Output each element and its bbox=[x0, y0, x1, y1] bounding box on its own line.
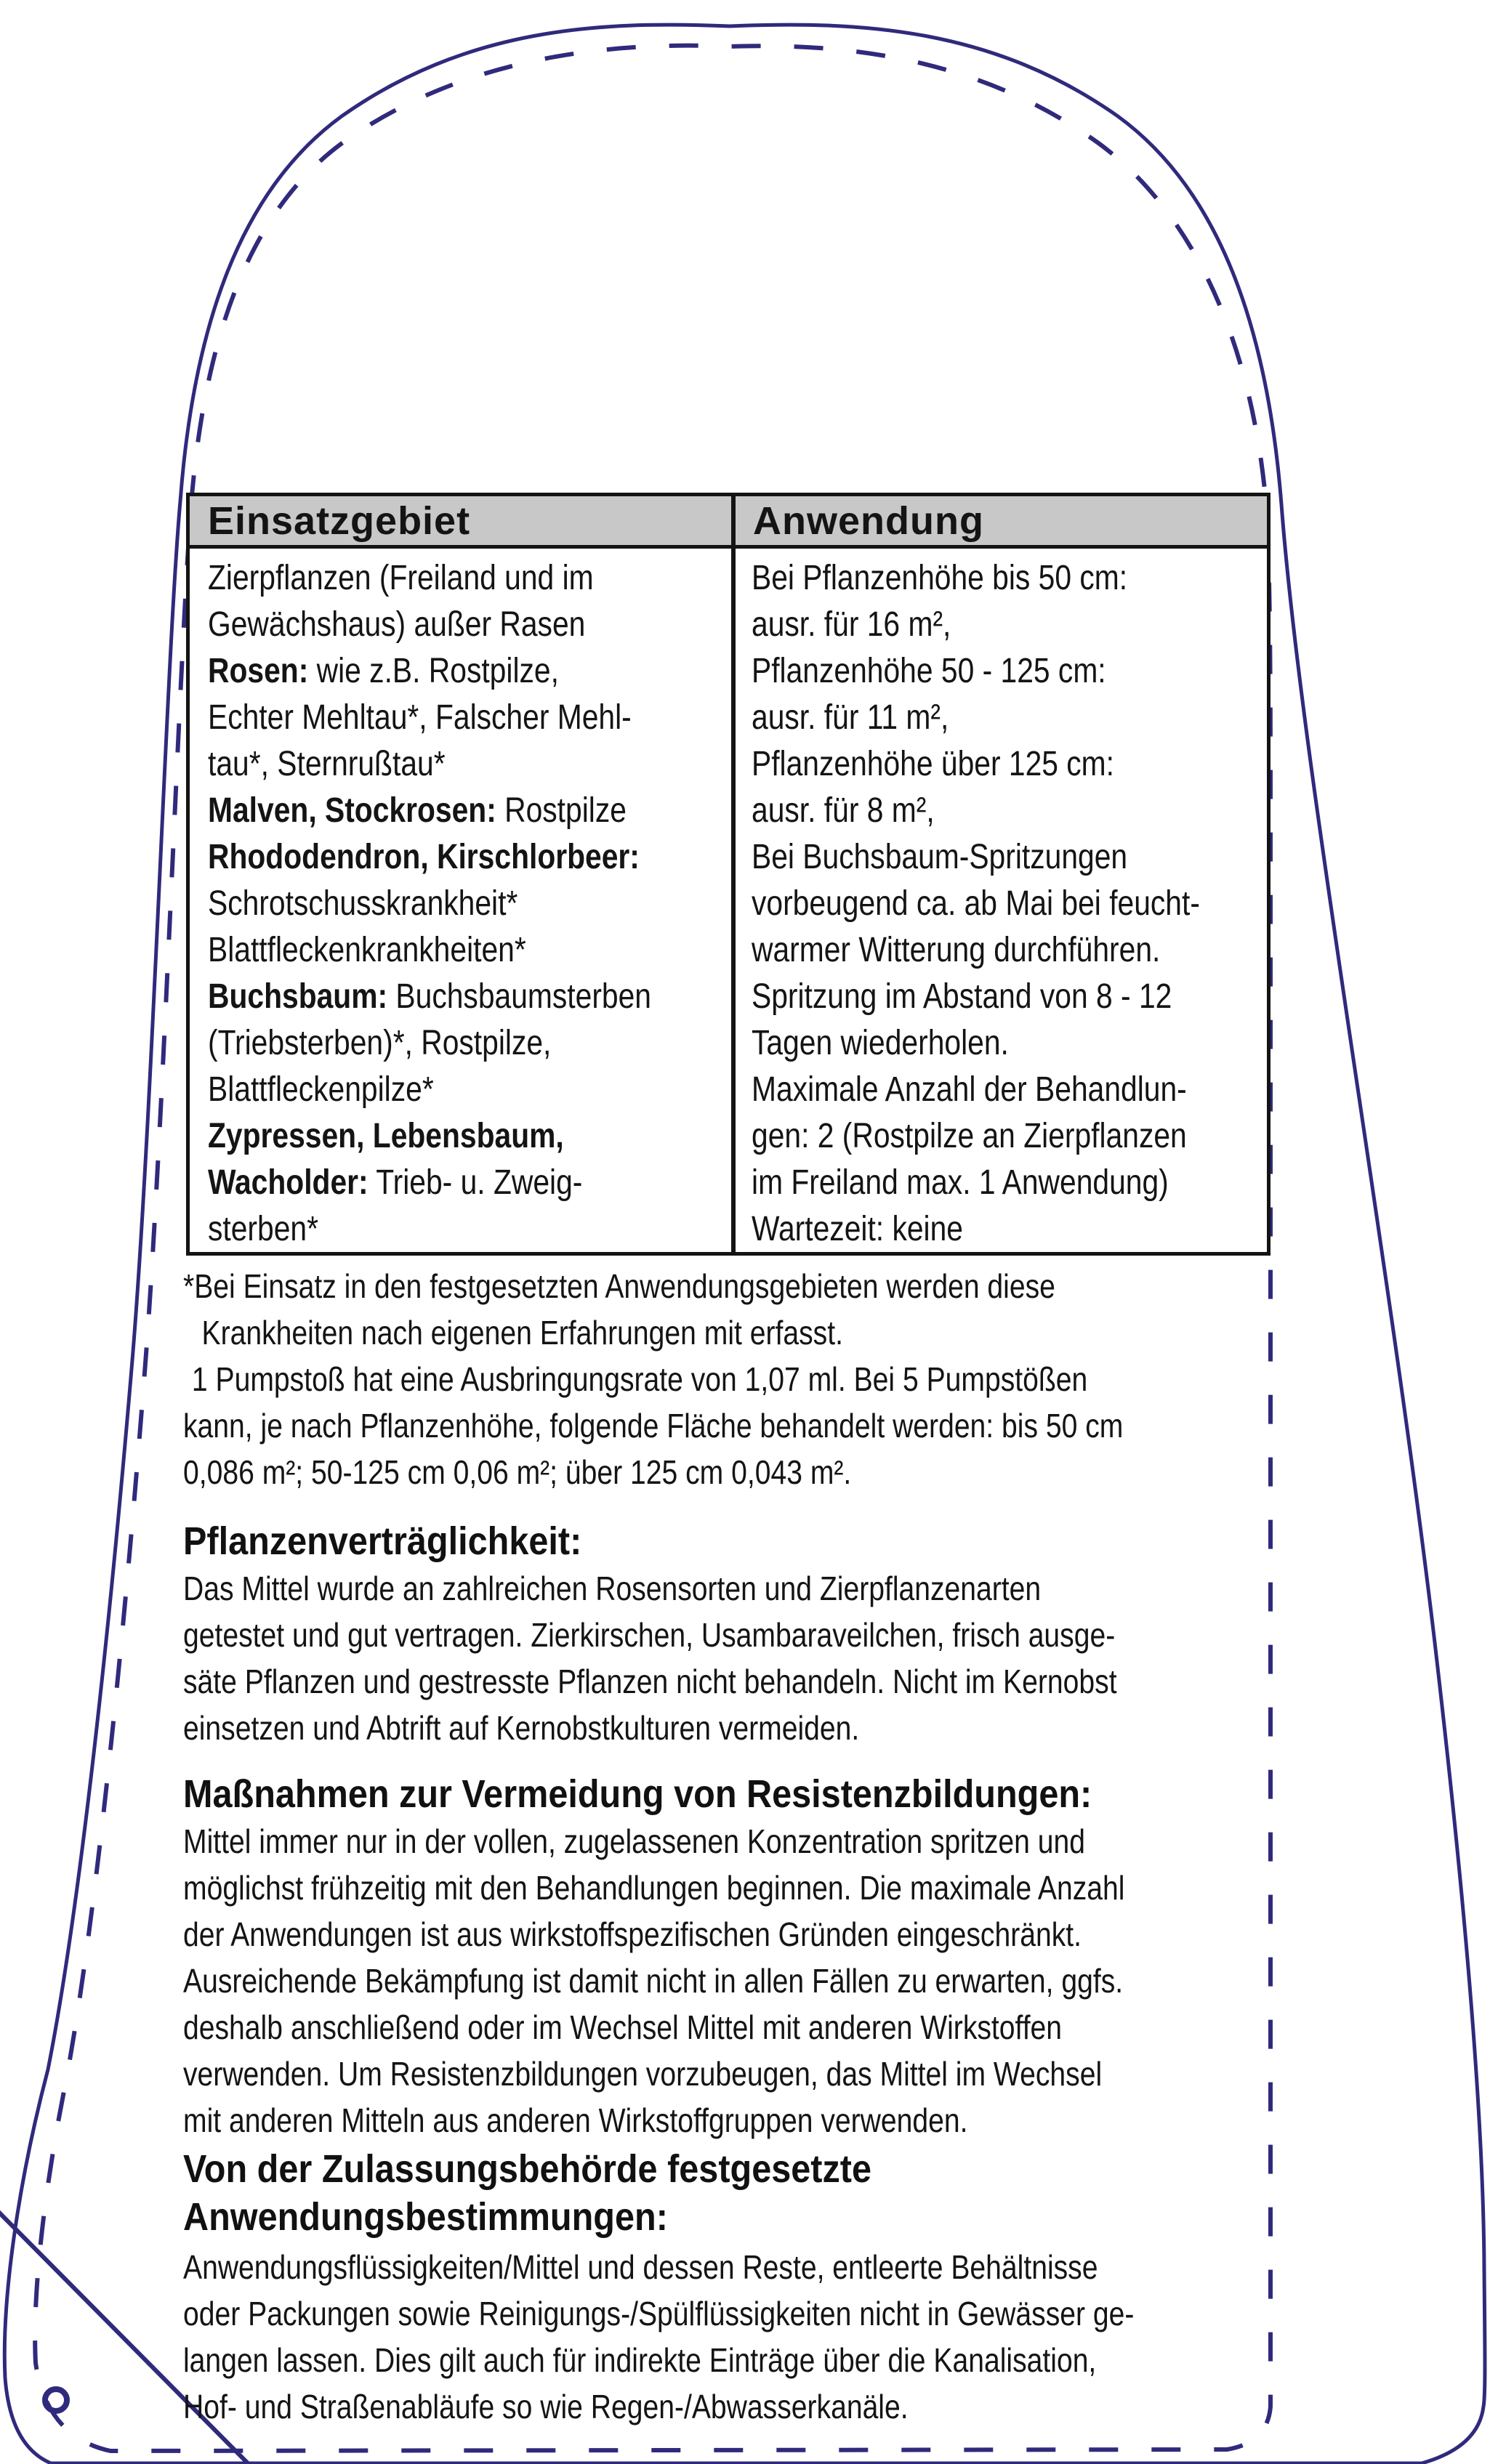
table-col1-line: tau*, Sternrußtau* bbox=[208, 745, 446, 783]
section-line: Das Mittel wurde an zahlreichen Rosensorten und Zierpflanzenarten bbox=[183, 1570, 1042, 1607]
table-col2-line: vorbeugend ca. ab Mai bei feucht- bbox=[752, 884, 1200, 923]
table-col1-line: Schrotschusskrankheit* bbox=[208, 884, 518, 923]
section-anwendungsbestimmungen bbox=[183, 2244, 1317, 2430]
column-header-anwendung: Anwendung bbox=[753, 499, 984, 543]
table-col2-line: ausr. für 11 m², bbox=[752, 698, 949, 737]
section-heading-resistenzbildungen: Maßnahmen zur Vermeidung von Resistenzbildungen: bbox=[183, 1772, 1092, 1816]
table-col1-line: Malven, Stockrosen: Rostpilze bbox=[208, 791, 627, 830]
table-col1-line: Blattfleckenpilze* bbox=[208, 1070, 434, 1109]
section-line: möglichst frühzeitig mit den Behandlungen beginnen. Die maximale Anzahl bbox=[183, 1869, 1125, 1907]
table-col1-line: Buchsbaum: Buchsbaumsterben bbox=[208, 977, 651, 1016]
section-line: oder Packungen sowie Reinigungs-/Spülflüssigkeiten nicht in Gewässer ge- bbox=[183, 2295, 1135, 2332]
table-col1-line: Rhododendron, Kirschlorbeer: bbox=[208, 838, 640, 876]
table-col1-line: Gewächshaus) außer Rasen bbox=[208, 605, 586, 644]
section-heading-anwendungsbestimmungen bbox=[183, 2145, 1317, 2241]
table-col1-line: Blattfleckenkrankheiten* bbox=[208, 931, 526, 969]
section-line: einsetzen und Abtrift auf Kernobstkulturen vermeiden. bbox=[183, 1709, 860, 1747]
table-col2-line: warmer Witterung durchführen. bbox=[752, 931, 1161, 969]
section-pflanzenvertraeglichkeit bbox=[183, 1565, 1317, 1751]
table-col1-line: Echter Mehltau*, Falscher Mehl- bbox=[208, 698, 632, 737]
table-col2-line: Pflanzenhöhe über 125 cm: bbox=[752, 745, 1115, 783]
table-column-divider bbox=[731, 493, 736, 1256]
section-line: verwenden. Um Resistenzbildungen vorzubeugen, das Mittel im Wechsel bbox=[183, 2055, 1103, 2093]
footnote-line: kann, je nach Pflanzenhöhe, folgende Fläche behandelt werden: bis 50 cm bbox=[183, 1407, 1124, 1445]
section-line: säte Pflanzen und gestresste Pflanzen nicht behandeln. Nicht im Kernobst bbox=[183, 1663, 1117, 1700]
table-col1-line: Wacholder: Trieb- u. Zweig- bbox=[208, 1163, 583, 1202]
table-col1-line: Rosen: wie z.B. Rostpilze, bbox=[208, 652, 559, 690]
table-col2-line: ausr. für 16 m², bbox=[752, 605, 951, 644]
table-col2-line: Tagen wiederholen. bbox=[752, 1024, 1009, 1062]
table-col2-line: Bei Buchsbaum-Spritzungen bbox=[752, 838, 1128, 876]
section-line: der Anwendungen ist aus wirkstoffspezifischen Gründen eingeschränkt. bbox=[183, 1915, 1082, 1953]
section-line: mit anderen Mitteln aus anderen Wirkstoffgruppen verwenden. bbox=[183, 2101, 968, 2139]
column-header-einsatzgebiet: Einsatzgebiet bbox=[208, 499, 471, 543]
table-col1-line: sterben* bbox=[208, 1210, 318, 1248]
section-line: Hof- und Straßenabläufe so wie Regen-/Abwasserkanäle. bbox=[183, 2388, 909, 2425]
heading-line: Von der Zulassungsbehörde festgesetzte bbox=[183, 2147, 871, 2191]
section-line: getestet und gut vertragen. Zierkirschen, Usambaraveilchen, frisch ausge- bbox=[183, 1616, 1116, 1654]
section-line: Mittel immer nur in der vollen, zugelassenen Konzentration spritzen und bbox=[183, 1822, 1085, 1860]
footnote-line: 0,086 m²; 50-125 cm 0,06 m²; über 125 cm 0,043 m². bbox=[183, 1453, 852, 1491]
section-line: deshalb anschließend oder im Wechsel Mittel mit anderen Wirkstoffen bbox=[183, 2008, 1063, 2046]
section-line: langen lassen. Dies gilt auch für indirekte Einträge über die Kanalisation, bbox=[183, 2341, 1097, 2379]
footnote-line: Krankheiten nach eigenen Erfahrungen mit erfasst. bbox=[201, 1314, 843, 1352]
table-col2-line: im Freiland max. 1 Anwendung) bbox=[752, 1163, 1169, 1202]
table-col2-line: Wartezeit: keine bbox=[752, 1210, 964, 1248]
table-col1-line: Zierpflanzen (Freiland und im bbox=[208, 559, 594, 597]
table-col2-line: Bei Pflanzenhöhe bis 50 cm: bbox=[752, 559, 1128, 597]
table-col2-line: Spritzung im Abstand von 8 - 12 bbox=[752, 977, 1172, 1016]
table-col2-line: Pflanzenhöhe 50 - 125 cm: bbox=[752, 652, 1106, 690]
section-heading-pflanzenvertraeglichkeit: Pflanzenverträglichkeit: bbox=[183, 1519, 582, 1563]
table-col1-line: Zypressen, Lebensbaum, bbox=[208, 1117, 564, 1155]
footnote-line: 1 Pumpstoß hat eine Ausbringungsrate von 1,07 ml. Bei 5 Pumpstößen bbox=[191, 1360, 1088, 1398]
table-col2-line: Maximale Anzahl der Behandlun- bbox=[752, 1070, 1187, 1109]
table-col2-line: gen: 2 (Rostpilze an Zierpflanzen bbox=[752, 1117, 1187, 1155]
section-line: Ausreichende Bekämpfung ist damit nicht in allen Fällen zu erwarten, ggfs. bbox=[183, 1962, 1124, 2000]
footnote-line: *Bei Einsatz in den festgesetzten Anwendungsgebieten werden diese bbox=[183, 1267, 1055, 1305]
table-cell-anwendung bbox=[752, 555, 1268, 1253]
table-col1-line: (Triebsterben)*, Rostpilze, bbox=[208, 1024, 552, 1062]
footnote-paragraph bbox=[183, 1263, 1317, 1495]
punch-hole-circle bbox=[45, 2389, 67, 2411]
heading-line: Anwendungsbestimmungen: bbox=[183, 2195, 668, 2239]
section-line: Anwendungsflüssigkeiten/Mittel und dessen Reste, entleerte Behältnisse bbox=[183, 2248, 1098, 2286]
section-resistenzbildungen bbox=[183, 1818, 1317, 2144]
table-cell-einsatzgebiet bbox=[208, 555, 728, 1253]
table-col2-line: ausr. für 8 m², bbox=[752, 791, 935, 830]
